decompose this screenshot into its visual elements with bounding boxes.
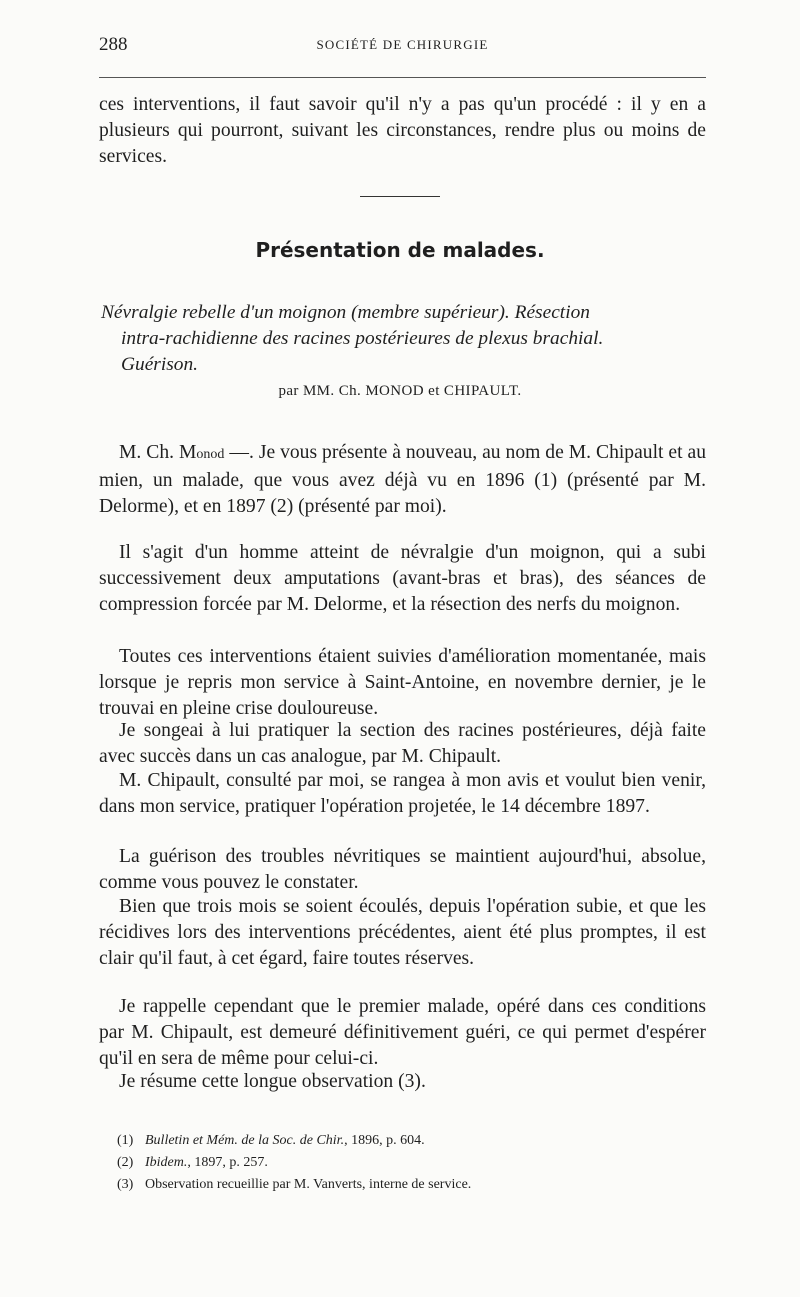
intro-paragraph: ces interventions, il faut savoir qu'il n'y a pas qu'un procédé : il y en a plusieurs qui pourront, suivant les circonstances, rendre plus ou moins de services. [99,94,706,167]
paragraph-6: La guérison des troubles névritiques se maintient aujourd'hui, absolue, comme vous pouvez le constater. [99,846,706,893]
paragraph-8: Je rappelle cependant que le premier malade, opéré dans ces conditions par M. Chipault, est demeuré définitivement guéri, ce qui permet d'espérer qu'il en sera de même pour celui-ci. [99,996,706,1069]
footnote: (2) Ibidem., 1897, p. 257. [117,1155,268,1170]
footnotes [117,1130,706,1196]
paragraph-3: Toutes ces interventions étaient suivies d'amélioration momentanée, mais lorsque je repris mon service à Saint-Antoine, en novembre dernier, je le trouvai en pleine crise douloureuse. [99,646,706,719]
case-title [101,300,706,378]
section-divider [360,196,440,197]
case-title-line-1: Névralgie rebelle d'un moignon (membre supérieur). Résection [101,302,590,323]
case-title-line-2: intra-rachidienne des racines postérieures de plexus brachial. [121,328,604,349]
header-rule [99,77,706,78]
paragraph-5: M. Chipault, consulté par moi, se rangea à mon avis et voulut bien venir, dans mon service, pratiquer l'opération projetée, le 14 décembre 1897. [99,770,706,817]
authors-line: par MM. Ch. MONOD et CHIPAULT. [278,383,522,399]
running-title: SOCIÉTÉ DE CHIRURGIE [316,37,489,52]
paragraph-1-text: Je vous présente à nouveau, au nom de M. Chipault et au mien, un malade, que vous avez déjà vu en 1896 (1) (présenté par M. Delorme), et en 1897 (2) (présenté par moi). [99,442,707,517]
footnote: (3) Observation recueillie par M. Vanverts, interne de service. [117,1177,472,1192]
paragraph-2: Il s'agit d'un homme atteint de névralgie d'un moignon, qui a subi successivement deux amputations (avant-bras et bras), des séances de compression forcée par M. Delorme, et la résection des nerfs du moignon. [99,542,706,615]
case-title-line-3: Guérison. [121,354,199,375]
paragraph-9: Je résume cette longue observation (3). [119,1071,426,1092]
page-number: 288 [99,34,128,55]
paragraph-4: Je songeai à lui pratiquer la section des racines postérieures, déjà faite avec succès dans un cas analogue, par M. Chipault. [99,720,706,767]
section-heading: Présentation de malades. [255,238,545,262]
speaker-name: M. Ch. Monod —. [119,442,254,463]
page-header [99,34,706,58]
footnote: (1) Bulletin et Mém. de la Soc. de Chir., 1896, p. 604. [117,1133,425,1148]
paragraph-7: Bien que trois mois se soient écoulés, depuis l'opération subie, et que les récidives lors des interventions précédentes, aient été plus promptes, il est clair qu'il faut, à cet égard, faire toutes réserves. [99,896,706,969]
paragraph-1 [99,440,706,520]
